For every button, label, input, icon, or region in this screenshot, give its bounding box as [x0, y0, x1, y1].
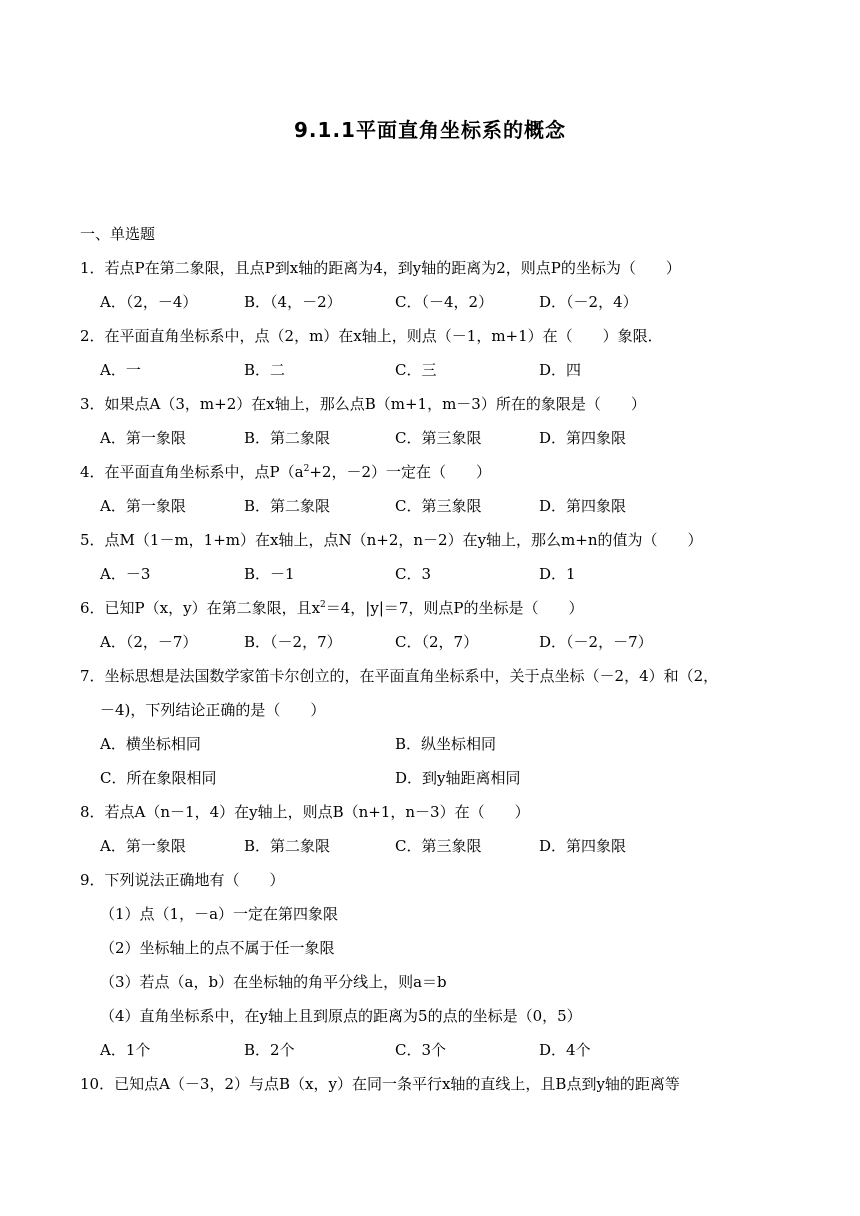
question-7-option-b: B．纵坐标相同: [395, 735, 497, 753]
question-7-option-d: D．到y轴距离相同: [395, 769, 521, 787]
question-8-option-a: A．第一象限: [100, 837, 186, 855]
section-heading: 一、单选题: [80, 225, 156, 243]
question-7-stem-line-1: 7．坐标思想是法国数学家笛卡尔创立的，在平面直角坐标系中，关于点坐标（－2，4）和（2，: [80, 667, 719, 685]
question-9-statement-3: （3）若点（a，b）在坐标轴的角平分线上，则a＝b: [100, 973, 447, 991]
question-9-option-c: C．3个: [395, 1041, 447, 1059]
question-5-option-b: B．－1: [244, 565, 295, 583]
question-5-stem: 5．点M（1－m，1+m）在x轴上，点N（n+2，n－2）在y轴上，那么m+n的值为（ ）: [80, 531, 703, 549]
question-6-stem: [80, 598, 584, 618]
question-5-option-c: C．3: [395, 565, 432, 583]
question-8-option-d: D．第四象限: [539, 837, 627, 855]
question-4-option-a: A．第一象限: [100, 497, 186, 515]
question-7-option-c: C．所在象限相同: [100, 769, 217, 787]
question-9-stem: 9．下列说法正确地有（ ）: [80, 871, 285, 889]
question-6-stem-part-2: ＝4，|y|＝7，则点P的坐标是（ ）: [325, 599, 584, 617]
question-8-option-b: B．第二象限: [244, 837, 331, 855]
question-2-option-a: A．一: [100, 361, 141, 379]
question-7-option-a: A．横坐标相同: [100, 735, 201, 753]
question-9-option-b: B．2个: [244, 1041, 295, 1059]
question-3-option-d: D．第四象限: [539, 429, 627, 447]
question-5-option-a: A．－3: [100, 565, 151, 583]
question-9-option-a: A．1个: [100, 1041, 151, 1059]
question-1-option-b: B．（4，－2）: [244, 293, 342, 311]
question-7-stem-line-2: －4)，下列结论正确的是（ ）: [100, 701, 326, 719]
question-3-option-c: C．第三象限: [395, 429, 482, 447]
question-4-exponent: 2: [303, 464, 310, 474]
question-6-exponent: 2: [320, 600, 326, 610]
question-2-option-c: C．三: [395, 361, 437, 379]
question-9-statement-4: （4）直角坐标系中，在y轴上且到原点的距离为5的点的坐标是（0，5）: [100, 1007, 582, 1025]
question-1-stem: 1．若点P在第二象限，且点P到x轴的距离为4，到y轴的距离为2，则点P的坐标为（ ）: [80, 259, 681, 277]
question-3-option-b: B．第二象限: [244, 429, 331, 447]
question-1-option-d: D．（－2，4）: [539, 293, 638, 311]
question-2-stem: 2．在平面直角坐标系中，点（2，m）在x轴上，则点（－1，m+1）在（ ）象限．: [80, 327, 663, 345]
question-9-statement-2: （2）坐标轴上的点不属于任一象限: [100, 939, 335, 957]
question-9-option-d: D．4个: [539, 1041, 591, 1059]
question-1-option-c: C．（－4，2）: [395, 293, 494, 311]
question-2-option-d: D．四: [539, 361, 582, 379]
question-5-option-d: D．1: [539, 565, 576, 583]
question-4-stem: [80, 462, 491, 482]
question-3-option-a: A．第一象限: [100, 429, 186, 447]
question-3-stem: 3．如果点A（3，m+2）在x轴上，那么点B（m+1，m－3）所在的象限是（ ）: [80, 395, 646, 413]
question-6-option-c: C．（2，7）: [395, 633, 479, 651]
page-title: 9.1.1平面直角坐标系的概念: [294, 118, 566, 142]
question-8-stem: 8．若点A（n－1，4）在y轴上，则点B（n+1，n－3）在（ ）: [80, 803, 530, 821]
question-1-option-a: A．（2，－4）: [100, 293, 198, 311]
question-6-option-b: B．（－2，7）: [244, 633, 342, 651]
question-4-stem-part-1: 4．在平面直角坐标系中，点P（a: [80, 463, 304, 481]
question-4-option-c: C．第三象限: [395, 497, 482, 515]
question-10-stem: 10．已知点A（－3，2）与点B（x，y）在同一条平行x轴的直线上，且B点到y轴的距离等: [80, 1075, 680, 1093]
question-9-statement-1: （1）点（1，－a）一定在第四象限: [100, 905, 339, 923]
question-6-option-d: D．（－2，－7）: [539, 633, 653, 651]
question-6-option-a: A．（2，－7）: [100, 633, 198, 651]
question-4-option-d: D．第四象限: [539, 497, 627, 515]
question-6-stem-part-1: 6．已知P（x，y）在第二象限，且x: [80, 599, 321, 617]
question-4-option-b: B．第二象限: [244, 497, 331, 515]
question-8-option-c: C．第三象限: [395, 837, 482, 855]
question-4-stem-part-2: +2，－2）一定在（ ）: [309, 463, 491, 481]
question-2-option-b: B．二: [244, 361, 286, 379]
